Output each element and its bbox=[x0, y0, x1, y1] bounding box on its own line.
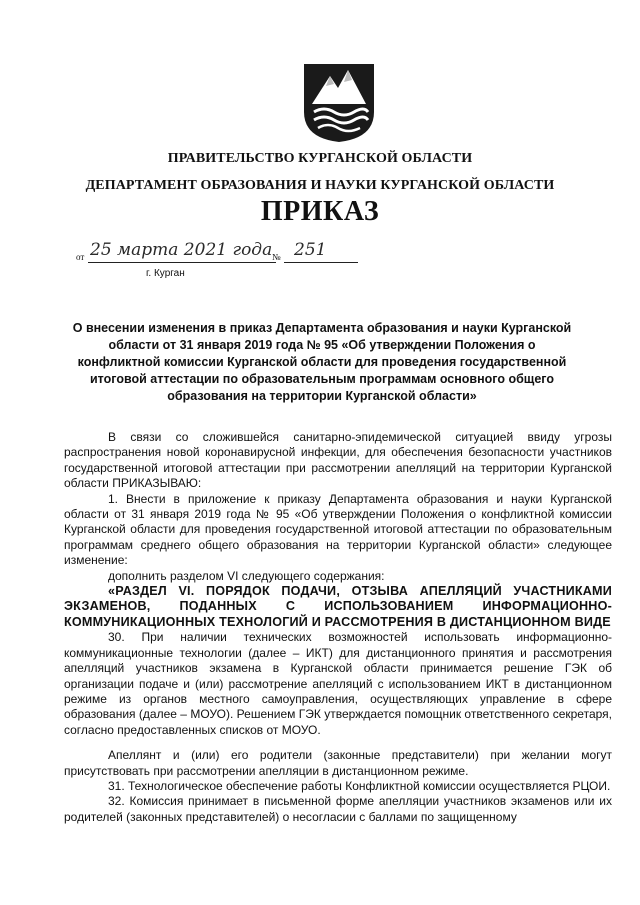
date-prefix: от bbox=[76, 252, 85, 262]
document-body bbox=[64, 430, 612, 825]
government-name: ПРАВИТЕЛЬСТВО КУРГАНСКОЙ ОБЛАСТИ bbox=[167, 151, 473, 166]
city: г. Курган bbox=[146, 268, 185, 279]
paragraph-item-31: 31. Технологическое обеспечение работы Конфликтной комиссии осуществляется РЦОИ. bbox=[108, 778, 611, 793]
date-underline bbox=[88, 262, 276, 263]
coat-of-arms-emblem bbox=[300, 60, 378, 144]
document-type-title: ПРИКАЗ bbox=[260, 196, 380, 227]
number-prefix: № bbox=[272, 252, 281, 262]
paragraph-supplement: дополнить разделом VI следующего содержания: bbox=[108, 568, 385, 583]
handwritten-date: 25 марта 2021 года bbox=[90, 240, 273, 260]
date-number-line bbox=[76, 240, 366, 266]
section-heading: «РАЗДЕЛ VI. ПОРЯДОК ПОДАЧИ, ОТЗЫВА АПЕЛЛЯЦИЙ УЧАСТНИКАМИ ЭКЗАМЕНОВ, ПОДАННЫХ С ИСПОЛЬЗОВАНИЕМ ИНФОРМАЦИОННО-КОММУНИКАЦИОННЫХ ТЕХНОЛОГИЙ И РАССМОТРЕНИЯ В ДИСТАНЦИОННОМ ВИДЕ bbox=[64, 584, 612, 629]
paragraph-item-32: 32. Комиссия принимает в письменной форме апелляции участников экзаменов или их родителей (законных представителей) о несогласии с баллами по защищенному bbox=[64, 794, 612, 824]
paragraph-item-30: 30. При наличии технических возможностей использовать информационно-коммуникационные технологии (далее – ИКТ) для дистанционного принятия и рассмотрения апелляций участников экзамена в Курганской области принимается решение ГЭК об организации подаче и (или) рассмотрение апелляций с использованием ИКТ в дистанционном режиме из органов местного самоуправления, осуществляющих управление в сфере образования (далее – МОУО). Решением ГЭК утверждается помощник ответственного секретаря, согласно предоставленных списков от МОУО. bbox=[64, 630, 612, 737]
number-underline bbox=[284, 262, 358, 263]
department-name: ДЕПАРТАМЕНТ ОБРАЗОВАНИЯ И НАУКИ КУРГАНСКОЙ ОБЛАСТИ bbox=[85, 178, 555, 193]
handwritten-number: 251 bbox=[294, 240, 327, 260]
paragraph-appellant: Апеллянт и (или) его родители (законные представители) при желании могут присутствовать при рассмотрении апелляции в дистанционном режиме. bbox=[64, 748, 612, 778]
paragraph-item-1: 1. Внести в приложение к приказу Департамента образования и науки Курганской области от 31 января 2019 года № 95 «Об утверждении Положения о конфликтной комиссии Курганской области для проведения государственной итоговой аттестации по образовательным программам среднего общего образования на территории Курганской области» следующее изменение: bbox=[64, 491, 612, 568]
order-title: О внесении изменения в приказ Департамента образования и науки Курганской области от 31 января 2019 года № 95 «Об утверждении Положения о конфликтной комиссии Курганской области для проведения государственной итоговой аттестации по образовательным программам основного общего образования на территории Курганской области» bbox=[72, 321, 572, 403]
paragraph-preamble: В связи со сложившейся санитарно-эпидемической ситуацией ввиду угрозы распространения новой коронавирусной инфекции, для обеспечения безопасности участников государственной итоговой аттестации при рассмотрении апелляций на территории Курганской области ПРИКАЗЫВАЮ: bbox=[64, 430, 612, 491]
